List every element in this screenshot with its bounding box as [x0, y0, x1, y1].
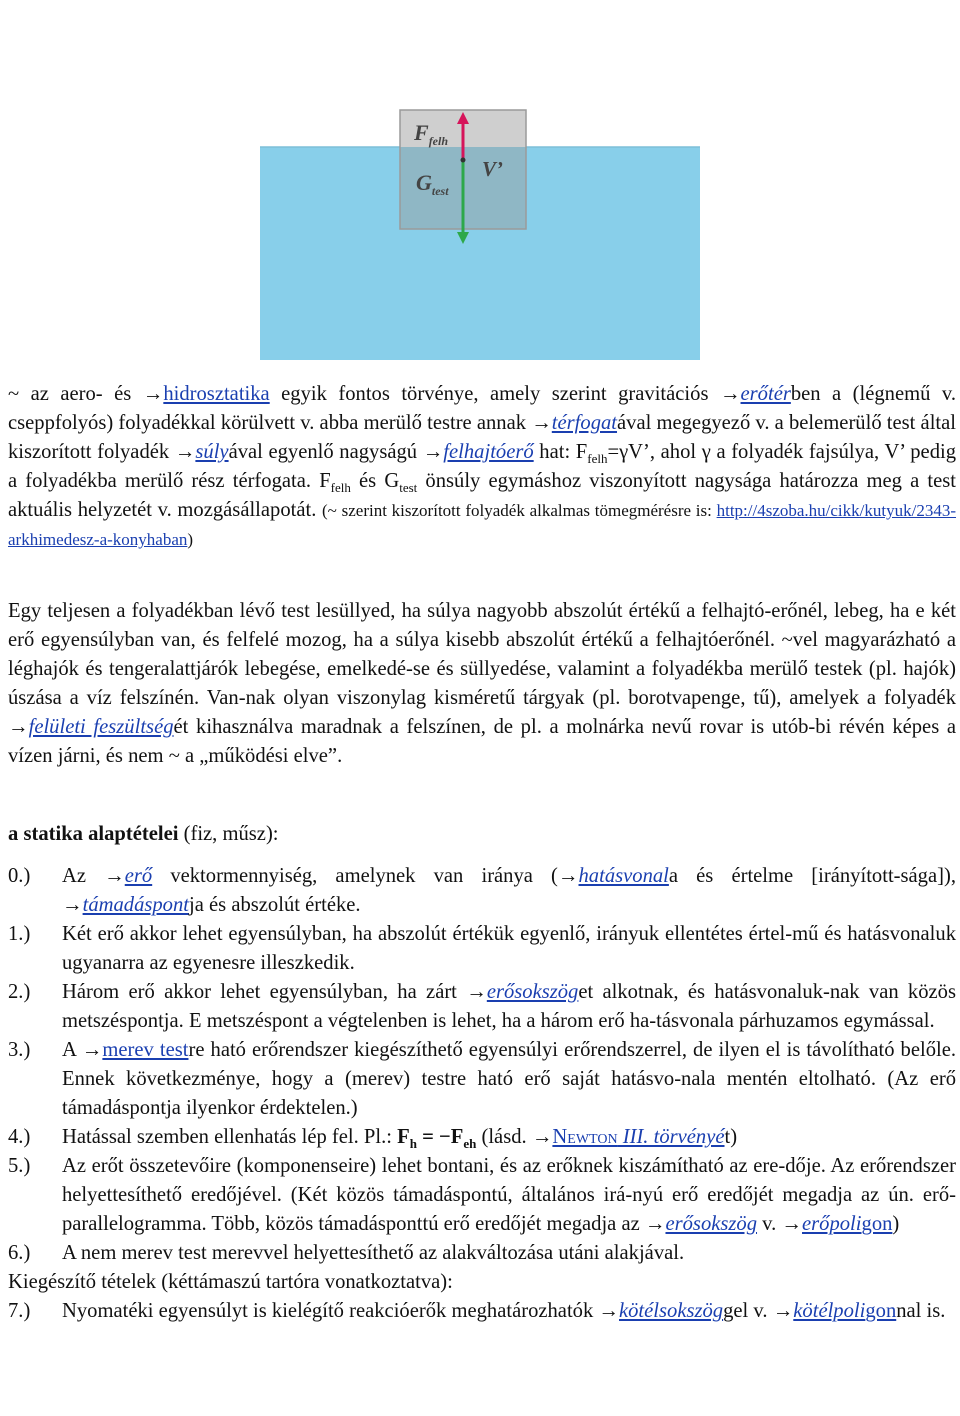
link-ero[interactable]: erő	[124, 865, 153, 887]
arrow-icon: →	[644, 1213, 666, 1235]
subscript: eh	[463, 1136, 477, 1152]
text: ben a (légnemű v. cseppfolyós) folyadékkal körülvett v. abba merülő testre annak	[8, 383, 956, 434]
item-number: 1.)	[8, 923, 31, 945]
text: t)	[724, 1126, 738, 1148]
text: v.	[757, 1213, 782, 1235]
definition-paragraph	[8, 380, 956, 554]
item-body	[62, 1036, 956, 1123]
text: hat: F	[533, 441, 588, 463]
text: Hatással szemben ellenhatás lép fel. Pl.:	[62, 1126, 398, 1148]
list-item	[8, 920, 956, 978]
link-suly[interactable]: súly	[195, 441, 229, 463]
arrow-icon: →	[598, 1300, 619, 1322]
list-item	[8, 978, 956, 1036]
arrow-icon: →	[8, 716, 29, 738]
link-eropoligon-end[interactable]: gon	[861, 1213, 893, 1235]
heading-bold: a statika alaptételei	[8, 823, 179, 845]
arrow-icon: →	[174, 441, 196, 463]
text: (lásd.	[476, 1126, 532, 1148]
item-body	[62, 978, 956, 1036]
text: )	[892, 1213, 900, 1235]
buoyancy-diagram	[260, 28, 700, 360]
item-body: A nem merev test merevvel helyettesíthető az alakváltozása utáni alakjával.	[62, 1242, 685, 1264]
arrow-icon: →	[422, 441, 444, 463]
text: )	[187, 530, 194, 549]
item-number: 2.)	[8, 981, 31, 1003]
link-feluleti-feszultseg[interactable]: felületi feszültség	[28, 716, 174, 738]
text: ~ az aero- és	[8, 383, 143, 405]
link-tamadaspont[interactable]: támadáspont	[82, 894, 190, 916]
link-eropoligon[interactable]: erőpoli	[802, 1213, 862, 1235]
statics-heading	[8, 820, 956, 849]
text: gel v.	[723, 1300, 773, 1322]
arrow-icon: →	[466, 981, 487, 1003]
item-number: 3.)	[8, 1039, 31, 1061]
link-erosokszog[interactable]: erősokszög	[486, 981, 579, 1003]
label-v: V’	[482, 157, 503, 181]
list-item	[8, 1239, 956, 1268]
arrow-icon: →	[142, 383, 164, 405]
text: ét kihasználva maradnak a felszínen, de pl. a molnárka nevű rovar is utób-bi révén képes a vízen járni, és nem ~ a „működési elve”.	[8, 716, 956, 767]
link-newton[interactable]: Newton	[552, 1126, 618, 1148]
text: nal is.	[896, 1300, 946, 1322]
arrow-icon: →	[719, 383, 741, 405]
item-body	[62, 1123, 956, 1152]
link-kotelpoligon[interactable]: kötélpoli	[793, 1300, 866, 1322]
buoyancy-figure	[260, 28, 700, 360]
item-body	[62, 1297, 956, 1326]
link-kotelpoligon-end[interactable]: gon	[865, 1300, 897, 1322]
link-merev-test[interactable]: merev test	[102, 1039, 189, 1061]
text: Az erőt összetevőire (komponenseire) lehet bontani, és az erőknek kiszámítható az ere-dője. Az erőrendszer helyettesíthető eredőjével. (Két közös támadáspontú, általános irá-nyú erő eredőjét megadja az ún. erő-parallelogramma. Több, közös támadásponttú erő eredőjét megadja az	[62, 1155, 956, 1235]
item-number: 0.)	[8, 865, 31, 887]
center-point	[461, 158, 466, 163]
item-number: 7.)	[8, 1300, 31, 1322]
formula-equals: = −	[416, 1126, 451, 1148]
formula-force: F	[450, 1126, 464, 1148]
text: a és értelme [irányított-sága]),	[668, 865, 956, 887]
link-eroter[interactable]: erőtér	[740, 383, 791, 405]
label-felh: $F_{felh}$	[414, 120, 449, 148]
item-number: 5.)	[8, 1155, 31, 1177]
item-number: 4.)	[8, 1126, 31, 1148]
link-kotelsokszog[interactable]: kötélsokszög	[619, 1300, 724, 1322]
subscript: test	[399, 480, 418, 496]
arrow-icon: →	[557, 865, 579, 887]
link-hidrosztatika[interactable]: hidrosztatika	[163, 383, 270, 405]
link-hatasvonal[interactable]: hatásvonal	[578, 865, 669, 887]
text: Az	[62, 865, 105, 887]
item-body	[62, 862, 956, 920]
link-felhajtoero[interactable]: felhajtóerő	[443, 441, 534, 463]
label-gtest: $G_{test}$	[416, 170, 449, 198]
item-body: Két erő akkor lehet egyensúlyban, ha abszolút értékük egyenlő, irányuk ellentétes értel-mű és hatásvonaluk ugyanarra az egyenesre illeszkedik.	[62, 923, 956, 974]
arrow-icon: →	[772, 1300, 794, 1322]
list-item	[8, 1297, 956, 1326]
text: A	[62, 1039, 82, 1061]
axiom-list	[8, 862, 956, 1326]
list-item	[8, 1036, 956, 1123]
arrow-icon: →	[531, 1126, 553, 1148]
text: ja és abszolút értéke.	[189, 894, 361, 916]
external-url-link[interactable]: http://4szoba.hu/cikk/kutyuk/2343-arkhimedesz-a-konyhaban	[8, 501, 956, 549]
arrow-icon: →	[81, 1039, 103, 1061]
arrow-icon: →	[104, 865, 125, 887]
arrow-icon: →	[531, 412, 552, 434]
subscript: felh	[587, 451, 608, 467]
arrow-icon: →	[62, 894, 83, 916]
text: Nyomatéki egyensúlyt is kielégítő reakcióerők meghatározhatók	[62, 1300, 599, 1322]
formula-force: F	[397, 1126, 410, 1148]
text: és G	[350, 470, 400, 492]
item-number: 6.)	[8, 1242, 31, 1264]
text: (~ szerint kiszorított folyadék alkalmas tömegmérésre is:	[322, 501, 717, 520]
text: ával megegyező v. a belemerülő test által kiszorított folyadék	[8, 412, 956, 463]
list-item	[8, 1152, 956, 1239]
supplementary-heading: Kiegészítő tételek (kéttámaszú tartóra vonatkoztatva):	[8, 1271, 453, 1293]
text: vektormennyiség, amelynek van iránya (	[152, 865, 558, 887]
list-item	[8, 1123, 956, 1152]
text: =γV’, ahol γ a folyadék fajsúlya, V’ pedig a folyadékba merülő rész térfogata. F	[8, 441, 957, 492]
link-erosokszog[interactable]: erősokszög	[665, 1213, 758, 1235]
arrow-icon: →	[781, 1213, 803, 1235]
text: ával egyenlő nagyságú	[228, 441, 423, 463]
link-terfogat[interactable]: térfogat	[551, 412, 618, 434]
heading-normal: (fiz, műsz):	[178, 823, 279, 845]
subscript: felh	[330, 480, 351, 496]
text: Három erő akkor lehet egyensúlyban, ha zárt	[62, 981, 467, 1003]
text: önsúly egymáshoz viszonyított nagysága határozza meg a test aktuális helyzetét v. mozgásállapotát.	[8, 470, 956, 521]
subscript: h	[409, 1136, 417, 1152]
text: egyik fontos törvénye, amely szerint gravitációs	[269, 383, 720, 405]
list-item	[8, 862, 956, 920]
explanation-paragraph	[8, 597, 956, 771]
text: re ható erőrendszer kiegészíthető egyensúlyi erőrendszerrel, de ilyen el is távolítható belőle. Ennek következménye, hogy a (merev) testre ható erő saját hatásvo-nala mentén eltolható. (Az erő támadáspontja ilyenkor érdektelen.)	[62, 1039, 956, 1119]
item-body	[62, 1152, 956, 1239]
link-harmadik-torveny[interactable]: III. törvényé	[617, 1126, 725, 1148]
text: et alkotnak, és hatásvonaluk-nak van közös metszéspontja. E metszéspont a végtelenben is lehet, ha a három erő ha-tásvonala párhuzamos egymással.	[62, 981, 956, 1032]
text: Egy teljesen a folyadékban lévő test lesüllyed, ha súlya nagyobb abszolút értékű a felhajtó-erőnél, lebeg, ha e két erő egyensúlyban van, és felfelé mozog, ha a súlya kisebb abszolút értékű a felhajtóerőnél. ~vel magyarázható a léghajók és tengeralattjárók lebegése, emelkedé-se és süllyedése, valamint a folyadékba merülő testek (pl. hajók) úszása a víz felszínén. Van-nak olyan viszonylag kisméretű tárgyak (pl. borotvapenge, tű), amelyek a folyadék	[8, 600, 956, 709]
